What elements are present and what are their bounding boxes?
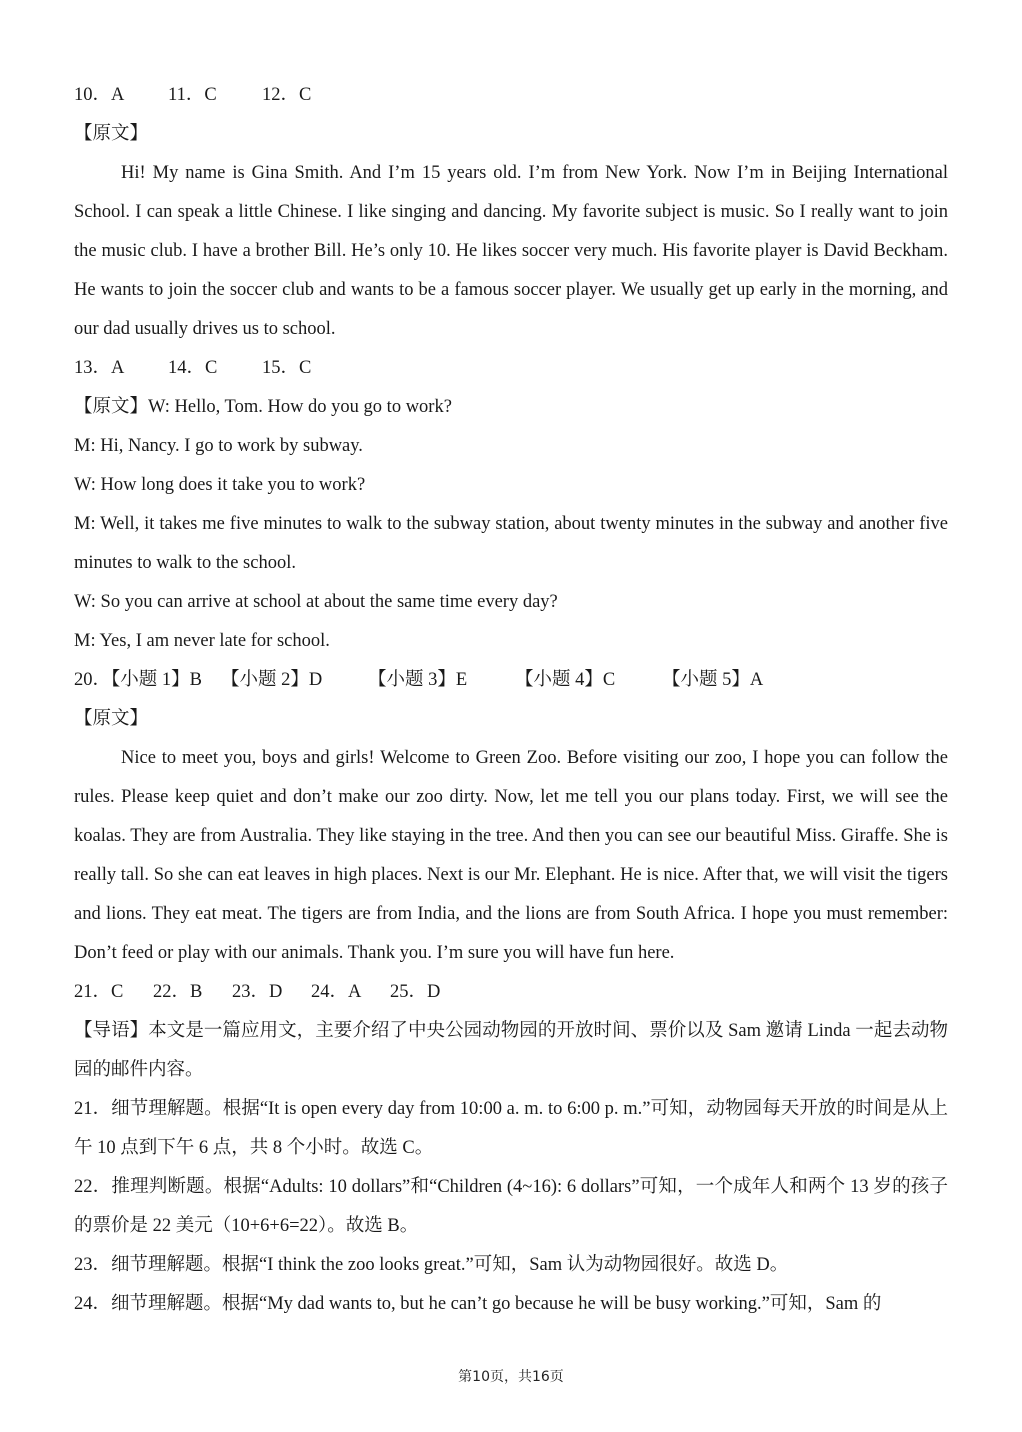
answer-23: 23．D	[232, 982, 283, 1002]
explanation-24: 24．细节理解题。根据“My dad wants to, but he can’t go because he will be busy working.”可知，Sam 的	[74, 1294, 882, 1314]
answer-14: 14．C	[168, 358, 218, 378]
answer-row-13-15	[74, 349, 948, 388]
transcript-paragraph-gina: Hi! My name is Gina Smith. And I’m 15 years old. I’m from New York. Now I’m in Beijing International School. I can speak a little Chinese. I like singing and dancing. My favorite subject is music. So I really want to join the music club. I have a brother Bill. He’s only 10. He likes soccer very much. His favorite player is David Beckham. He wants to join the soccer club and wants to be a famous soccer player. We usually get up early in the morning, and our dad usually drives us to school.	[74, 163, 948, 339]
answer-24: 24．A	[311, 982, 362, 1002]
answer-22: 22．B	[153, 982, 203, 1002]
answer-11: 11．C	[168, 85, 217, 105]
explanation-23: 23．细节理解题。根据“I think the zoo looks great.”可知，Sam 认为动物园很好。故选 D。	[74, 1255, 789, 1275]
dialogue-line: M: Hi, Nancy. I go to work by subway.	[74, 436, 363, 456]
page-indicator: 第10页，共16页	[458, 1369, 564, 1385]
transcript-label: 【原文】	[74, 124, 149, 144]
answer-20-5: 【小题 5】A	[662, 670, 764, 690]
answer-row-20	[74, 661, 948, 700]
answer-20-2: 【小题 2】D	[221, 670, 323, 690]
dialogue-line: W: So you can arrive at school at about the same time every day?	[74, 592, 558, 612]
answer-row-10-12	[74, 76, 948, 115]
dialogue-line: M: Well, it takes me five minutes to walk to the subway station, about twenty minutes in the subway and another five minutes to walk to the school.	[74, 514, 948, 573]
explanation-22: 22．推理判断题。根据“Adults: 10 dollars”和“Children (4~16): 6 dollars”可知，一个成年人和两个 13 岁的孩子的票价是 22 美元（10+6+6=22）。故选 B。	[74, 1177, 948, 1236]
answer-20-1: 20．【小题 1】B	[74, 670, 202, 690]
answer-21: 21．C	[74, 982, 124, 1002]
answer-15: 15．C	[262, 358, 312, 378]
answer-10: 10．A	[74, 85, 125, 105]
answer-12: 12．C	[262, 85, 312, 105]
transcript-label: 【原文】	[74, 709, 149, 729]
answer-13: 13．A	[74, 358, 125, 378]
dialogue-line: M: Yes, I am never late for school.	[74, 631, 330, 651]
answer-row-21-25	[74, 973, 948, 1012]
answer-25: 25．D	[390, 982, 441, 1002]
explanation-21: 21．细节理解题。根据“It is open every day from 10:00 a. m. to 6:00 p. m.”可知，动物园每天开放的时间是从上午 10 点到下午 6 点，共 8 个小时。故选 C。	[74, 1099, 948, 1158]
document-page	[74, 76, 948, 1324]
dialogue-line: 【原文】W: Hello, Tom. How do you go to work?	[74, 397, 452, 417]
answer-20-3: 【小题 3】E	[368, 670, 468, 690]
transcript-paragraph-zoo: Nice to meet you, boys and girls! Welcome to Green Zoo. Before visiting our zoo, I hope you can follow the rules. Please keep quiet and don’t make our zoo dirty. Now, let me tell you our plans today. First, we will see the koalas. They are from Australia. They like staying in the tree. And then you can see our beautiful Miss. Giraffe. She is really tall. So she can eat leaves in high places. Next is our Mr. Elephant. He is nice. After that, we will visit the tigers and lions. They eat meat. The tigers are from India, and the lions are from South Africa. I hope you must remember: Don’t feed or play with our animals. Thank you. I’m sure you will have fun here.	[74, 748, 948, 963]
dialogue-line: W: How long does it take you to work?	[74, 475, 366, 495]
guide-paragraph: 【导语】本文是一篇应用文，主要介绍了中央公园动物园的开放时间、票价以及 Sam 邀请 Linda 一起去动物园的邮件内容。	[74, 1021, 948, 1080]
answer-20-4: 【小题 4】C	[515, 670, 616, 690]
